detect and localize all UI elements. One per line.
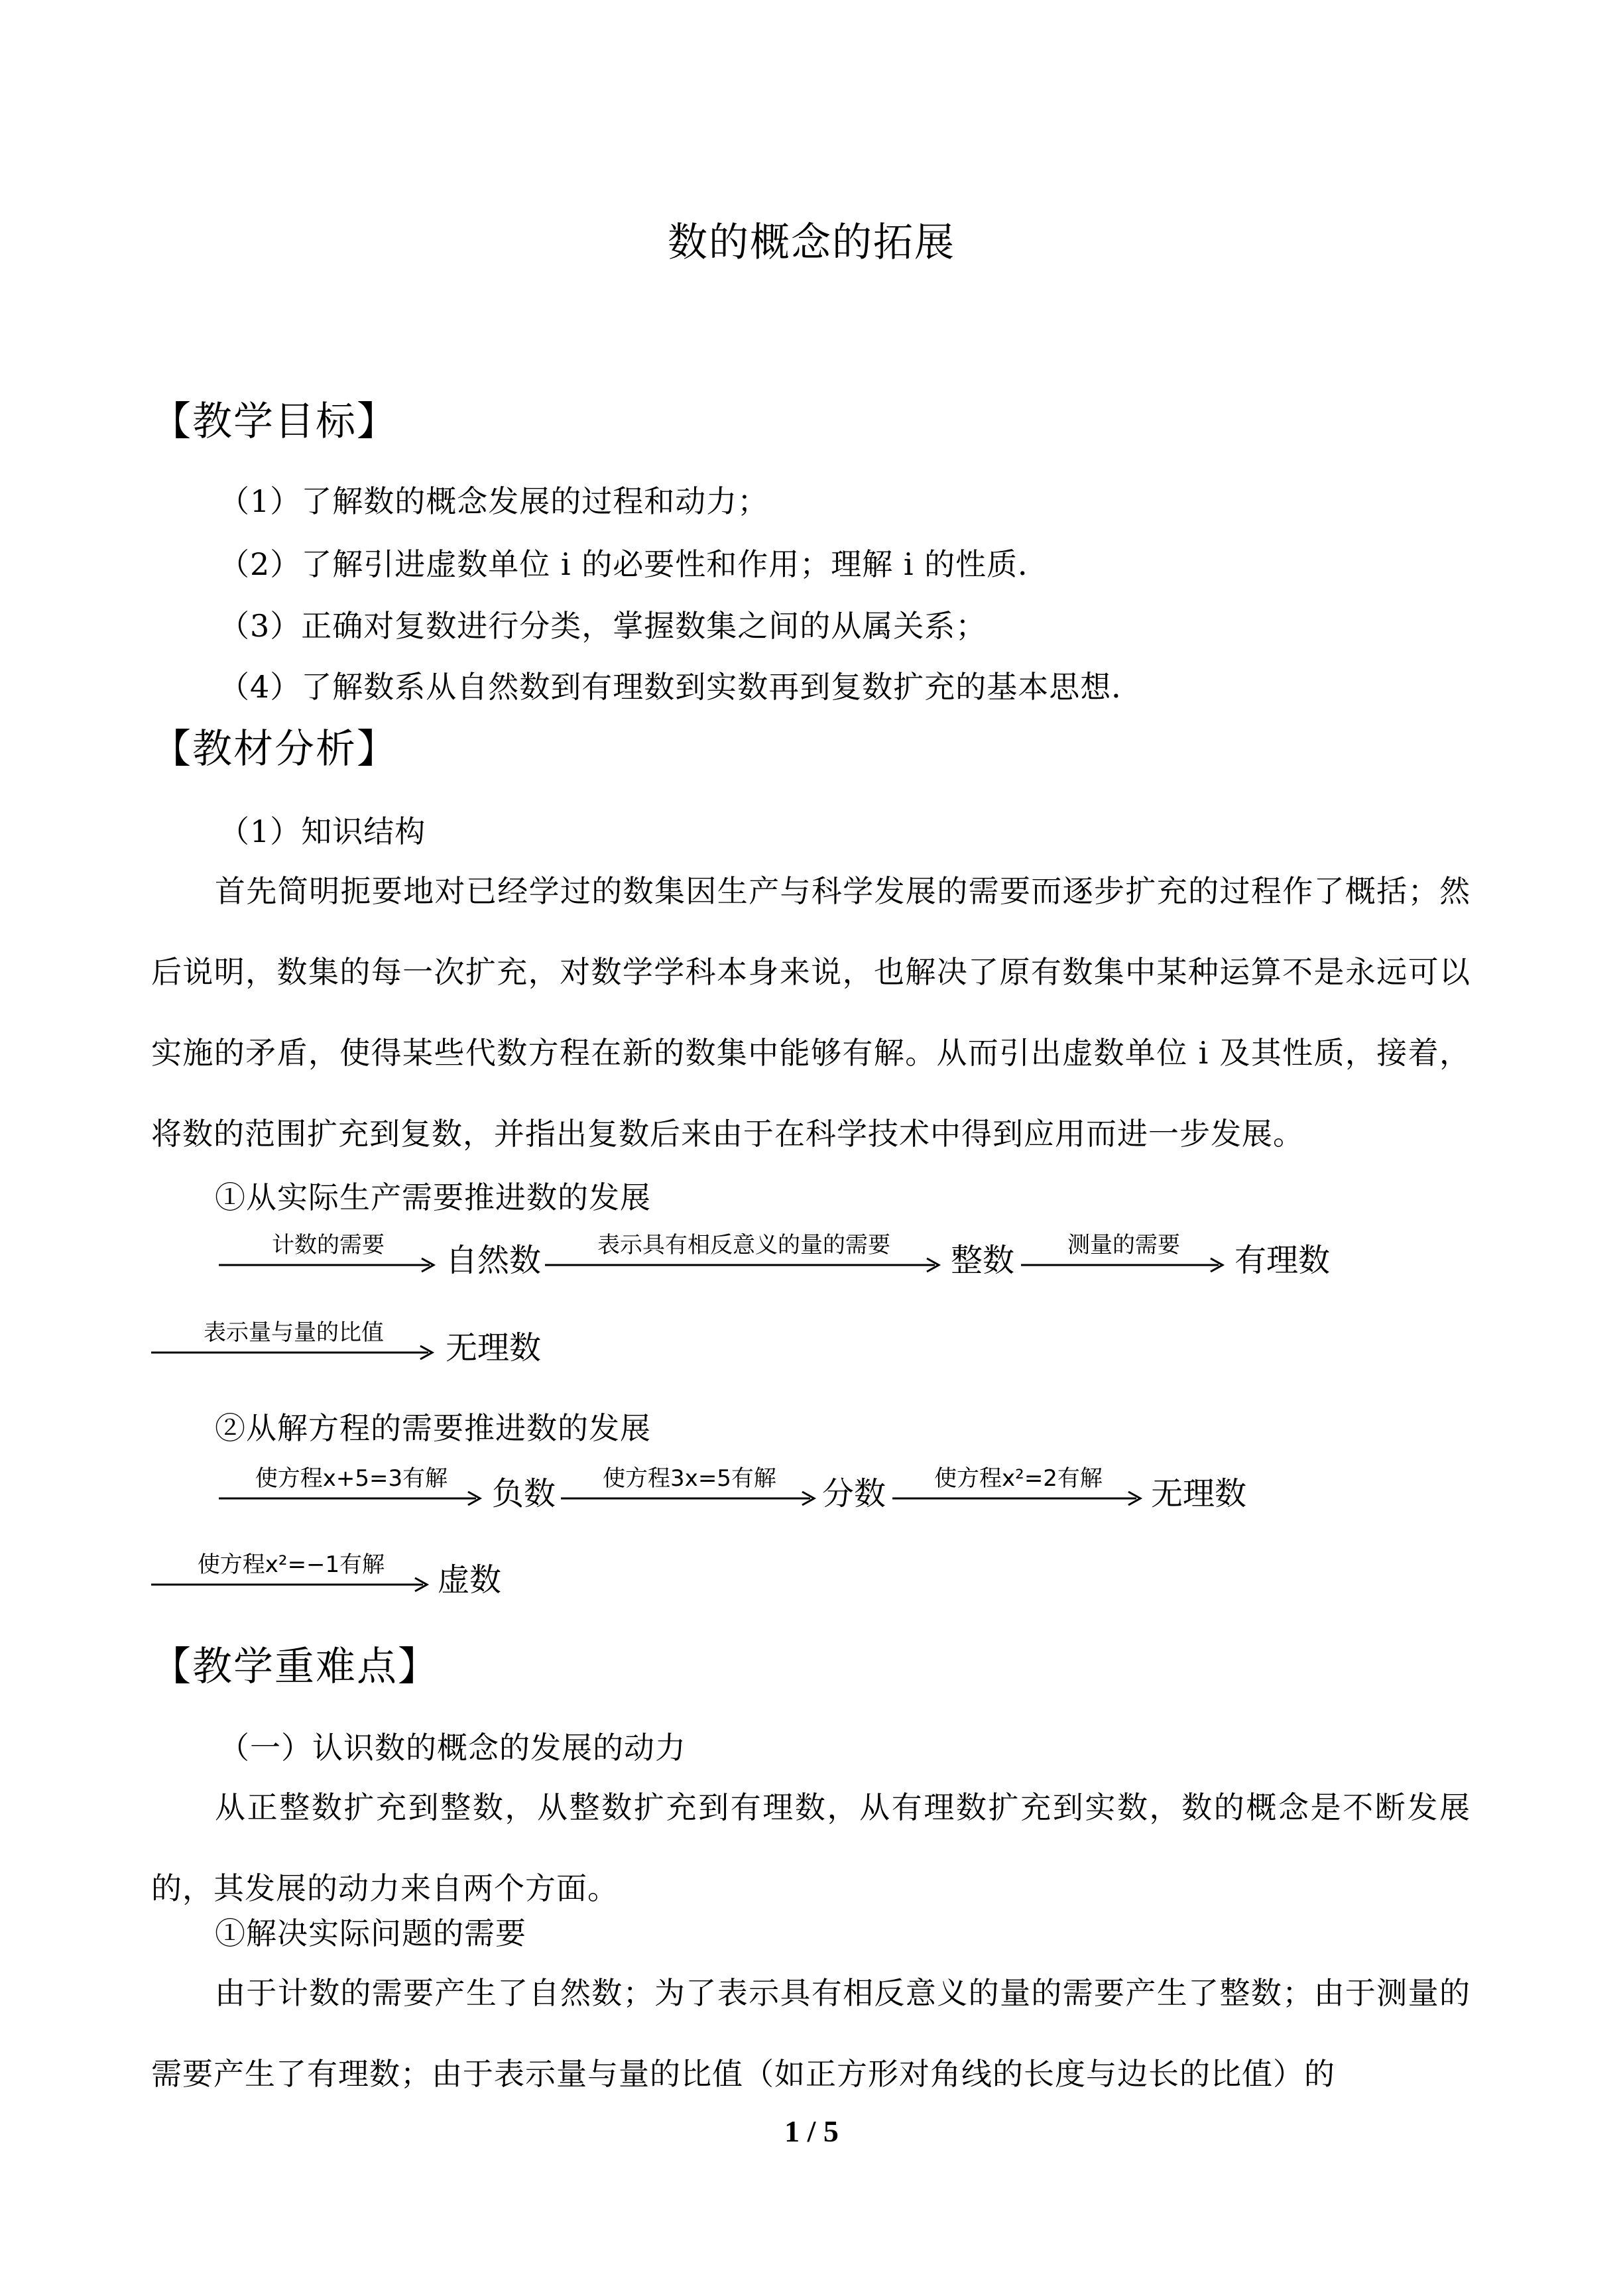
- arrow-icon: [561, 1488, 818, 1508]
- flow1-arrow-4: [151, 1313, 436, 1366]
- flow1-arrow-2-label: 表示具有相反意义的量的需要: [597, 1232, 890, 1258]
- flow2-term-3: 无理数: [1151, 1475, 1247, 1512]
- analysis-paragraph: 首先简明扼要地对已经学过的数集因生产与科学发展的需要而逐步扩充的过程作了概括；然后说明，数集的每一次扩充，对数学学科本身来说，也解决了原有数集中某种运算不是永远可以实施的矛盾，使得某些代数方程在新的数集中能够有解。从而引出虚数单位 i 及其性质，接着，将数的范围扩充到复数，并指出复数后来由于在科学技术中得到应用而进一步发展。: [151, 873, 1471, 1152]
- flow1-term-1: 自然数: [446, 1242, 542, 1279]
- difficulty-subheading: （一）认识数的概念的发展的动力: [219, 1730, 686, 1766]
- arrow-icon: [545, 1254, 943, 1274]
- flow2-arrow-3-label: 使方程x²=2有解: [934, 1465, 1103, 1492]
- difficulty-paragraph-2: 由于计数的需要产生了自然数；为了表示具有相反意义的量的需要产生了整数；由于测量的需要产生了有理数；由于表示量与量的比值（如正方形对角线的长度与边长的比值）的: [151, 1975, 1471, 2092]
- goal-item-1: （1）了解数的概念发展的过程和动力；: [219, 483, 769, 519]
- arrow-icon: [219, 1254, 438, 1274]
- flow1-term-2: 整数: [951, 1242, 1015, 1279]
- difficulty-subheading-2: ①解决实际问题的需要: [215, 1915, 526, 1951]
- goal-item-4: （4）了解数系从自然数到有理数到实数再到复数扩充的基本思想．: [219, 669, 1143, 705]
- flow2-term-2: 分数: [822, 1475, 886, 1512]
- flow1-arrow-3: [1021, 1225, 1227, 1278]
- arrow-icon: [892, 1488, 1144, 1508]
- flow2-title: ②从解方程的需要推进数的发展: [215, 1410, 651, 1446]
- flow1-term-3: 有理数: [1234, 1242, 1331, 1279]
- goal-item-2: （2）了解引进虚数单位 i 的必要性和作用；理解 i 的性质．: [219, 546, 1050, 582]
- flow1-title: ①从实际生产需要推进数的发展: [215, 1179, 651, 1215]
- flow1-arrow-2: [545, 1225, 943, 1278]
- section-heading-difficulty: 【教学重难点】: [151, 1644, 439, 1690]
- flow2-arrow-2-label: 使方程3x=5有解: [603, 1465, 776, 1492]
- goal-item-3: （3）正确对复数进行分类，掌握数集之间的从属关系；: [219, 608, 987, 644]
- section-heading-analysis: 【教材分析】: [151, 726, 398, 772]
- flow2-term-4: 虚数: [438, 1561, 502, 1599]
- flow2-arrow-4: [151, 1545, 431, 1598]
- arrow-icon: [1021, 1254, 1227, 1274]
- flow1-arrow-1-label: 计数的需要: [272, 1232, 385, 1258]
- page-number: 1 / 5: [784, 2114, 839, 2148]
- flow1-arrow-3-label: 测量的需要: [1067, 1232, 1180, 1258]
- arrow-icon: [151, 1574, 431, 1594]
- flow2-arrow-1: [219, 1459, 484, 1512]
- flow2-arrow-1-label: 使方程x+5=3有解: [255, 1465, 448, 1492]
- arrow-icon: [219, 1488, 484, 1508]
- flow2-arrow-4-label: 使方程x²=−1有解: [197, 1551, 385, 1578]
- flow1-term-4: 无理数: [446, 1329, 542, 1366]
- flow2-arrow-3: [892, 1459, 1144, 1512]
- flow2-term-1: 负数: [492, 1475, 556, 1512]
- flow1-arrow-4-label: 表示量与量的比值: [204, 1319, 384, 1346]
- difficulty-paragraph-1: 从正整数扩充到整数，从整数扩充到有理数，从有理数扩充到实数，数的概念是不断发展的，其发展的动力来自两个方面。: [151, 1789, 1471, 1906]
- flow1-arrow-1: [219, 1225, 438, 1278]
- arrow-icon: [151, 1342, 436, 1362]
- document-title: 数的概念的拓展: [668, 219, 955, 266]
- flow2-arrow-2: [561, 1459, 818, 1512]
- analysis-subheading: （1）知识结构: [219, 814, 426, 849]
- section-heading-goals: 【教学目标】: [151, 398, 398, 445]
